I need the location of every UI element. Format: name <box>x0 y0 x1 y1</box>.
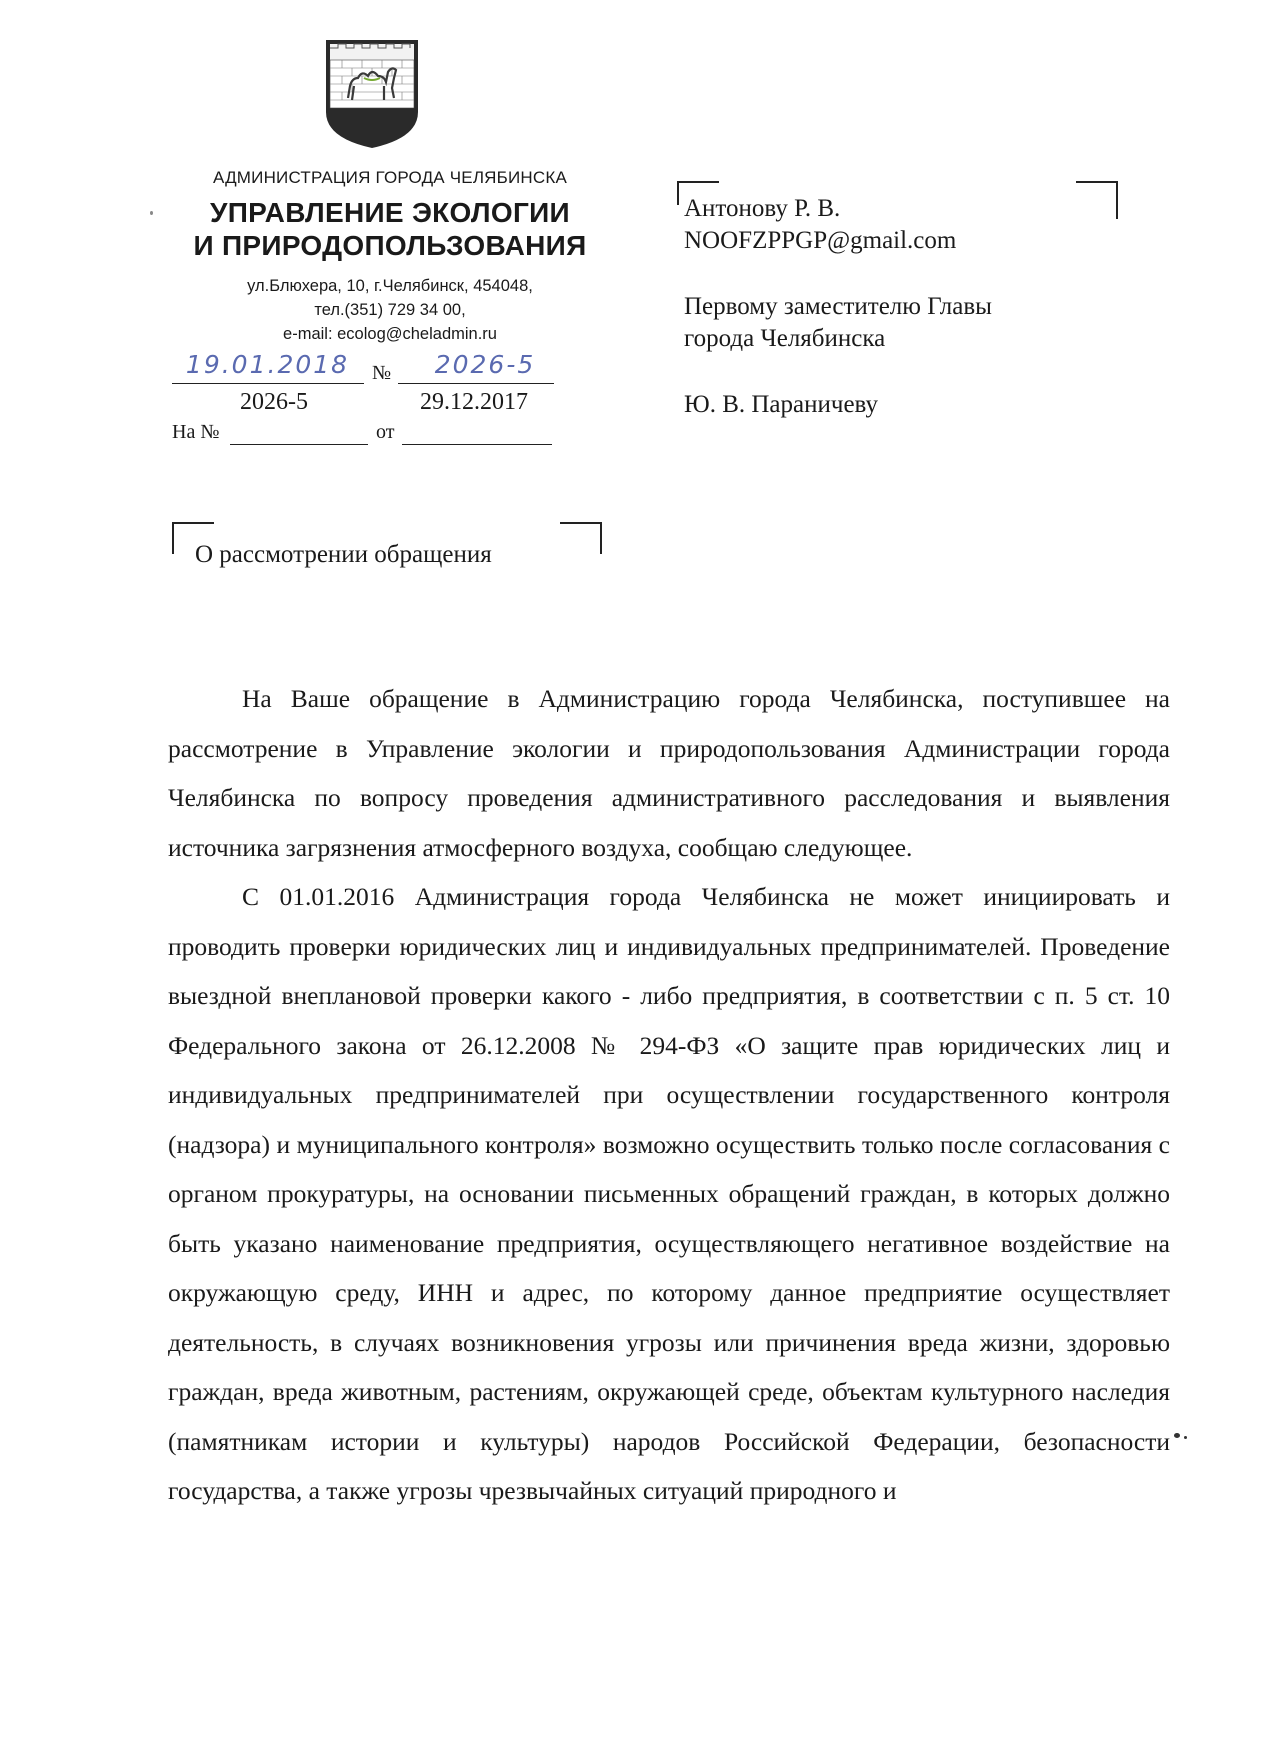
handwritten-date: 19.01.2018 <box>185 350 350 379</box>
addressee-name: Антонову Р. В. <box>684 195 841 222</box>
body-paragraph-1: На Ваше обращение в Администрацию города Челябинска, поступившее на рассмотрение в Управление экологии и природопользования Администрации города Челябинска по вопросу проведения административного расследования и выявления источника загрязнения атмосферного воздуха, сообщаю следующее. <box>168 684 1170 862</box>
scan-speck <box>1174 1433 1180 1438</box>
date-underline <box>172 383 364 384</box>
number-underline <box>398 383 554 384</box>
department-line-1: УПРАВЛЕНИЕ ЭКОЛОГИИ <box>210 197 570 228</box>
typed-number: 2026-5 <box>240 389 308 415</box>
number-sign: № <box>372 362 392 384</box>
letter-body <box>168 674 1170 1516</box>
reply-to-underline <box>230 444 368 445</box>
postal-address: ул.Блюхера, 10, г.Челябинск, 454048, <box>247 277 533 295</box>
subject-bracket-right <box>560 522 602 554</box>
letter-subject: О рассмотрении обращения <box>195 541 492 568</box>
city-coat-of-arms-icon <box>322 38 422 150</box>
recipient-position-2: города Челябинска <box>684 325 886 352</box>
recipient-position-1: Первому заместителю Главы <box>684 293 992 320</box>
department-name <box>160 196 620 262</box>
addressee-email: NOOFZPPGP@gmail.com <box>684 227 957 254</box>
email-address: e-mail: ecolog@cheladmin.ru <box>283 325 497 343</box>
department-line-2: И ПРИРОДОПОЛЬЗОВАНИЯ <box>193 230 587 261</box>
reply-to-label: На № <box>172 421 220 443</box>
handwritten-number: 2026-5 <box>434 350 536 379</box>
contact-block <box>180 274 600 346</box>
administration-name: АДМИНИСТРАЦИЯ ГОРОДА ЧЕЛЯБИНСКА <box>212 168 568 187</box>
body-paragraph-2: С 01.01.2016 Администрация города Челябинска не может инициировать и проводить проверки юридических лиц и индивидуальных предпринимателей. Проведение выездной внеплановой проверки какого - либо предприятия, в соответствии с п. 5 ст. 10 Федерального закона от 26.12.2008 № 294-ФЗ «О защите прав юридических лиц и индивидуальных предпринимателей при осуществлении государственного контроля (надзора) и муниципального контроля» возможно осуществить только после согласования с органом прокуратуры, на основании письменных обращений граждан, в которых должно быть указано наименование предприятия, осуществляющего негативное воздействие на окружающую среду, ИНН и адрес, по которому данное предприятие осуществляет деятельность, в случаях возникновения угрозы или причинения вреда жизни, здоровью граждан, вреда животным, растениям, окружающей среде, объектам культурного наследия (памятникам истории и культуры) народов Российской Федерации, безопасности государства, а также угрозы чрезвычайных ситуаций природного и <box>168 882 1170 1505</box>
from-underline <box>402 444 552 445</box>
addressee-block <box>684 193 1144 421</box>
scan-speck <box>1184 1436 1187 1439</box>
from-label: от <box>376 421 395 443</box>
scan-speck <box>150 211 153 215</box>
typed-date: 29.12.2017 <box>420 389 528 415</box>
phone-number: тел.(351) 729 34 00, <box>314 301 466 319</box>
recipient-name: Ю. В. Параничеву <box>684 391 878 418</box>
